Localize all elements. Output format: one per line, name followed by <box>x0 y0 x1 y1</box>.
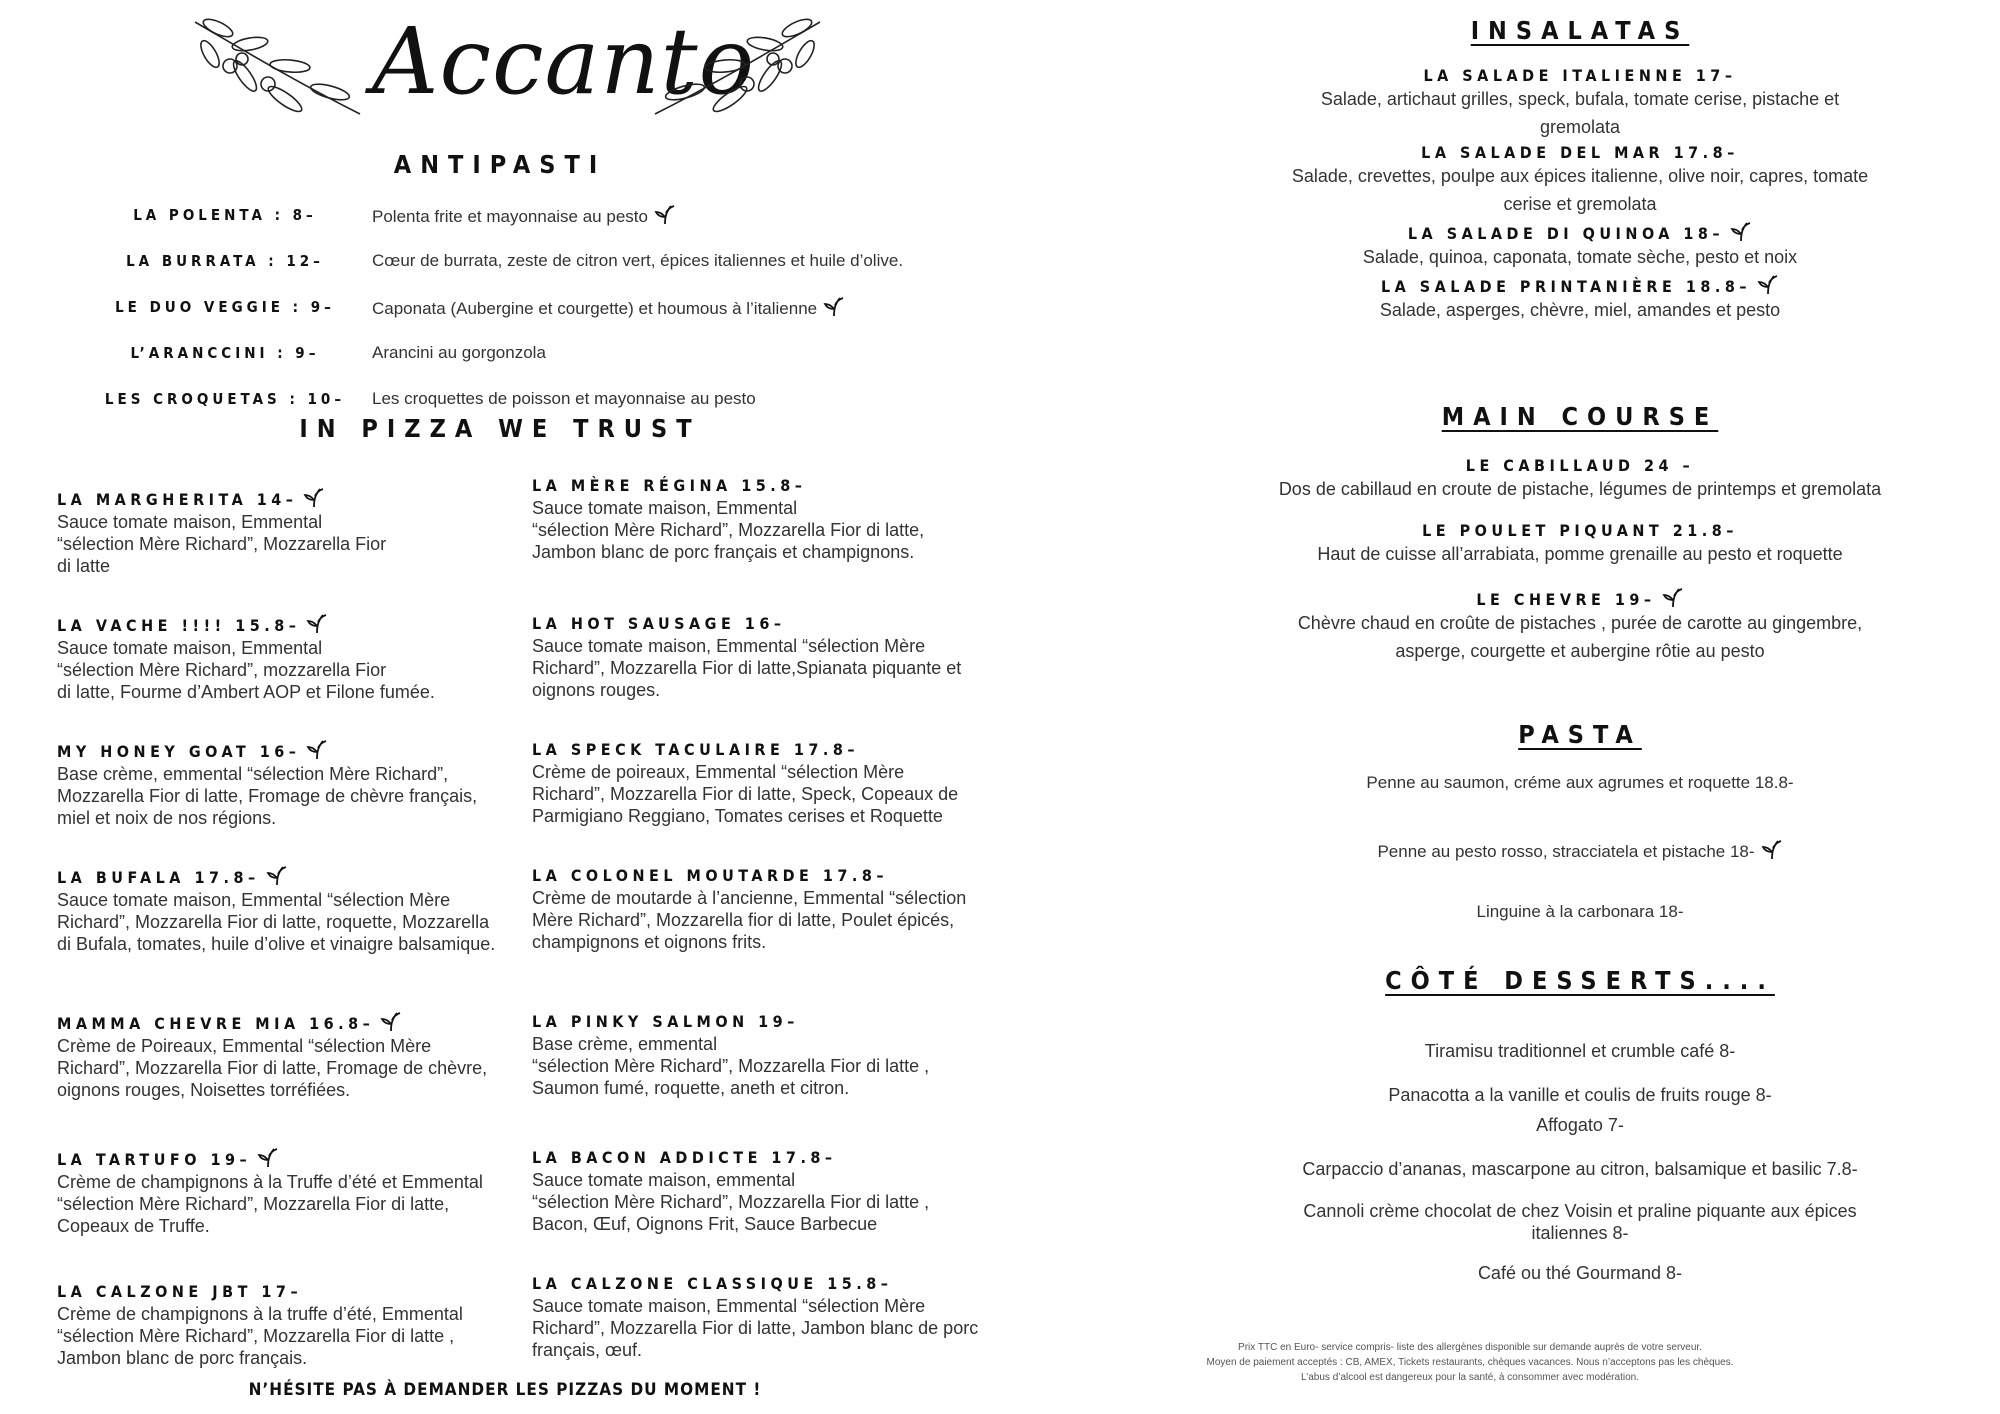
pizza-item-desc <box>57 889 497 955</box>
pizza-item-desc-line: Base crème, emmental <box>532 1034 718 1054</box>
dessert-item: Carpaccio d’ananas, mascarpone au citron, balsamique et basilic 7.8- <box>1302 1159 1858 1179</box>
pizza-item-desc-line: Crème de champignons à la truffe d’été, Emmental <box>57 1304 463 1324</box>
pizza-item-desc-line: Base crème, emmental “sélection Mère Richard”, <box>57 764 449 784</box>
sprout-icon <box>654 203 676 225</box>
pizza-item-name-text: LA COLONEL MOUTARDE 17.8– <box>532 866 889 885</box>
menu-item-name-text: LA SALADE PRINTANIÈRE 18.8– <box>1380 277 1752 296</box>
pizza-item <box>532 1148 992 1235</box>
pizza-item-desc-line: Sauce tomate maison, Emmental <box>57 512 323 532</box>
pizza-item-desc-line: Richard”, Mozzarella Fior di latte, Fromage de chèvre, <box>57 1058 488 1078</box>
pizza-item-desc-line: Jambon blanc de porc français. <box>57 1348 308 1368</box>
pizza-item-desc-line: Crème de poireaux, Emmental “sélection Mère <box>532 762 905 782</box>
pizza-item <box>532 1012 992 1099</box>
sprout-icon <box>1730 220 1752 242</box>
pizza-item-desc-line: “sélection Mère Richard”, Mozzarella Fior di latte , <box>57 1326 455 1346</box>
pizza-item <box>57 738 497 829</box>
pasta-title: PASTA <box>1518 720 1642 749</box>
menu-item <box>1280 143 1880 218</box>
pizza-item-name <box>532 1012 992 1031</box>
pizza-item-name <box>532 476 992 495</box>
menu-item <box>1240 456 1920 503</box>
olive-branch-right-icon <box>650 14 825 119</box>
dessert-item: Panacotta a la vanille et coulis de fruits rouge 8- <box>1388 1085 1772 1105</box>
pizza-item <box>532 1274 992 1361</box>
pizza-item-name <box>57 864 497 887</box>
pizza-item-desc <box>57 1171 497 1237</box>
pizza-item <box>57 486 497 577</box>
pizza-item-desc-line: miel et noix de nos régions. <box>57 808 277 828</box>
antipasti-item <box>90 330 950 376</box>
pizza-item-desc-line: “sélection Mère Richard”, Mozzarella Fior <box>57 534 387 554</box>
pizza-item-desc-line: di latte, Fourme d’Ambert AOP et Filone fumée. <box>57 682 435 702</box>
legal-notice <box>1170 1340 1770 1385</box>
pizza-item-name <box>57 1010 497 1033</box>
restaurant-logo: Accanto <box>372 8 755 115</box>
pizza-item-name-text: LA BUFALA 17.8– <box>57 868 260 887</box>
pizza-item-desc-line: oignons rouges, Noisettes torréfiées. <box>57 1080 351 1100</box>
pizza-item-desc <box>532 635 992 701</box>
menu-item-name <box>1280 273 1880 296</box>
desserts-list <box>1240 1040 1920 1284</box>
pizza-item <box>57 1282 497 1369</box>
antipasti-item-desc: Arancini au gorgonzola <box>372 343 546 362</box>
main-course-list <box>1240 456 1920 683</box>
pizza-item-desc-line: Sauce tomate maison, Emmental “sélection Mère <box>57 890 451 910</box>
pizza-item-desc <box>532 1033 992 1099</box>
antipasti-item-desc: Polenta frite et mayonnaise au pesto <box>372 203 676 227</box>
pizza-item-desc-line: Richard”, Mozzarella Fior di latte, roquette, Mozzarella <box>57 912 490 932</box>
menu-item-name <box>1280 66 1880 85</box>
menu-item <box>1280 66 1880 141</box>
menu-item <box>1240 586 1920 665</box>
menu-item-name-text: LA SALADE DEL MAR 17.8– <box>1421 143 1739 162</box>
menu-item-desc-line: Salade, crevettes, poulpe aux épices italienne, olive noir, capres, tomate <box>1291 166 1869 186</box>
pizza-item-name <box>532 866 992 885</box>
pizza-item-desc-line: Copeaux de Truffe. <box>57 1216 210 1236</box>
pizza-item-desc-line: Saumon fumé, roquette, aneth et citron. <box>532 1078 850 1098</box>
dessert-item: Cannoli crème chocolat de chez Voisin et praline piquante aux épices <box>1303 1201 1857 1221</box>
menu-item-desc-line: gremolata <box>1539 117 1621 137</box>
pizza-item-desc <box>532 887 992 953</box>
pasta-item-text: Linguine à la carbonara 18- <box>1476 902 1684 921</box>
pasta-item-text: Penne au saumon, créme aux agrumes et roquette 18.8- <box>1366 773 1794 792</box>
pizza-item-desc <box>57 1303 497 1369</box>
pizza-item-desc-line: “sélection Mère Richard”, Mozzarella Fior di latte , <box>532 1056 930 1076</box>
pizza-item-desc-line: Sauce tomate maison, emmental <box>532 1170 796 1190</box>
pizza-item-name-text: LA CALZONE CLASSIQUE 15.8– <box>532 1274 893 1293</box>
pizza-item <box>57 612 497 703</box>
antipasti-item-name: LE DUO VEGGIE : 9– <box>115 298 335 316</box>
pizza-item-name-text: LA HOT SAUSAGE 16– <box>532 614 786 633</box>
menu-item-desc <box>1280 243 1880 271</box>
sprout-icon <box>380 1010 402 1032</box>
menu-item <box>1240 521 1920 568</box>
menu-item-name <box>1280 143 1880 162</box>
pizza-item-desc-line: Richard”, Mozzarella Fior di latte,Spianata piquante et <box>532 658 962 678</box>
pizza-item-desc-line: “sélection Mère Richard”, Mozzarella Fior di latte, <box>57 1194 450 1214</box>
menu-item-name <box>1280 220 1880 243</box>
antipasti-item-name: L’ARANCCINI : 9– <box>130 344 320 362</box>
pizza-item-desc-line: “sélection Mère Richard”, Mozzarella Fior di latte, <box>532 520 925 540</box>
sprout-icon <box>1757 273 1779 295</box>
pizza-item-name <box>57 612 497 635</box>
pizza-item-desc-line: Richard”, Mozzarella Fior di latte, Jambon blanc de porc <box>532 1318 979 1338</box>
pizza-item-desc <box>532 1295 992 1361</box>
legal-line: L’abus d’alcool est dangereux pour la santé, à consommer avec modération. <box>1301 1372 1639 1383</box>
menu-item-desc <box>1280 85 1880 141</box>
pizza-item-desc <box>57 1035 497 1101</box>
sprout-icon <box>823 295 845 317</box>
pizza-item-desc-line: Mozzarella Fior di latte, Fromage de chèvre français, <box>57 786 478 806</box>
menu-item-name-text: LE CHEVRE 19– <box>1476 590 1656 609</box>
pasta-item <box>1280 838 1880 863</box>
pizza-item-name <box>532 1274 992 1293</box>
dessert-item: italiennes 8- <box>1531 1223 1629 1243</box>
pizza-item-name <box>532 614 992 633</box>
pizza-item-name <box>57 1146 497 1169</box>
antipasti-item-desc: Les croquettes de poisson et mayonnaise au pesto <box>372 389 756 408</box>
menu-item-desc-line: Salade, asperges, chèvre, miel, amandes et pesto <box>1379 300 1781 320</box>
pizza-item-name-text: LA CALZONE JBT 17– <box>57 1282 303 1301</box>
pizza-item-desc-line: “sélection Mère Richard”, Mozzarella Fior di latte , <box>532 1192 930 1212</box>
pizza-item-name-text: LA BACON ADDICTE 17.8– <box>532 1148 837 1167</box>
pizza-item-desc-line: Crème de Poireaux, Emmental “sélection Mère <box>57 1036 432 1056</box>
pizza-item-desc-line: français, œuf. <box>532 1340 643 1360</box>
sprout-icon <box>266 864 288 886</box>
pizza-item-name <box>57 738 497 761</box>
menu-item <box>1280 273 1880 324</box>
antipasti-title: ANTIPASTI <box>393 150 607 179</box>
pizza-item-desc-line: di latte <box>57 556 111 576</box>
pizza-item-name-text: LA TARTUFO 19– <box>57 1150 252 1169</box>
pizza-item <box>532 614 992 701</box>
menu-item-desc-line: Salade, quinoa, caponata, tomate sèche, pesto et noix <box>1362 247 1798 267</box>
menu-item-desc-line: Dos de cabillaud en croute de pistache, légumes de printemps et gremolata <box>1278 479 1882 499</box>
insalatas-list <box>1280 66 1880 326</box>
pizza-item-desc-line: di Bufala, tomates, huile d’olive et vinaigre balsamique. <box>57 934 496 954</box>
pizza-item <box>57 1146 497 1237</box>
menu-item-name-text: LE CABILLAUD 24 – <box>1465 456 1695 475</box>
pizza-item-desc-line: Bacon, Œuf, Oignons Frit, Sauce Barbecue <box>532 1214 878 1234</box>
pasta-item-text: Penne au pesto rosso, stracciatela et pistache 18- <box>1377 842 1755 861</box>
pizza-item-desc-line: Sauce tomate maison, Emmental <box>532 498 798 518</box>
pizza-item-desc-line: Richard”, Mozzarella Fior di latte, Speck, Copeaux de <box>532 784 959 804</box>
pasta-item <box>1280 901 1880 923</box>
sprout-icon <box>257 1146 279 1168</box>
dessert-item: Café ou thé Gourmand 8- <box>1477 1263 1683 1283</box>
pizza-item-desc-line: Sauce tomate maison, Emmental <box>57 638 323 658</box>
pasta-item <box>1280 772 1880 794</box>
legal-line: Prix TTC en Euro- service compris- liste des allergènes disponible sur demande auprès de votre serveur. <box>1238 1342 1702 1353</box>
legal-line: Moyen de paiement acceptés : CB, AMEX, Tickets restaurants, chèques vacances. Nous n’acceptons pas les chèques. <box>1206 1357 1734 1368</box>
pizza-item-name-text: MY HONEY GOAT 16– <box>57 742 301 761</box>
menu-item-name-text: LE POULET PIQUANT 21.8– <box>1422 521 1738 540</box>
antipasti-item-name: LA POLENTA : 8– <box>133 206 317 224</box>
menu-item-desc <box>1280 296 1880 324</box>
pizza-item-name-text: LA MÈRE RÉGINA 15.8– <box>532 476 807 495</box>
pizza-item-desc-line: “sélection Mère Richard”, mozzarella Fior <box>57 660 387 680</box>
pizza-item-name-text: LA SPECK TACULAIRE 17.8– <box>532 740 860 759</box>
sprout-icon <box>1662 586 1684 608</box>
pizza-item-desc-line: Parmigiano Reggiano, Tomates cerises et Roquette <box>532 806 943 826</box>
antipasti-item <box>90 192 950 238</box>
menu-item <box>1280 220 1880 271</box>
pizza-item-desc <box>57 511 497 577</box>
menu-item-desc <box>1240 609 1920 665</box>
pizza-footer-note: N’HÉSITE PAS À DEMANDER LES PIZZAS DU MOMENT ! <box>248 1380 762 1400</box>
pizza-item-desc-line: Jambon blanc de porc français et champignons. <box>532 542 915 562</box>
pizza-item-name <box>532 740 992 759</box>
insalatas-title: INSALATAS <box>1470 16 1690 45</box>
antipasti-list <box>90 192 950 422</box>
antipasti-item-desc: Caponata (Aubergine et courgette) et houmous à l’italienne <box>372 295 845 319</box>
menu-item-desc-line: Salade, artichaut grilles, speck, bufala, tomate cerise, pistache et <box>1320 89 1840 109</box>
sprout-icon <box>1761 838 1783 860</box>
pasta-list <box>1280 772 1880 923</box>
pizza-item <box>532 866 992 953</box>
pizza-item-name-text: MAMMA CHEVRE MIA 16.8– <box>57 1014 375 1033</box>
olive-branch-left-icon <box>190 14 365 119</box>
menu-item-name-text: LA SALADE DI QUINOA 18– <box>1407 224 1725 243</box>
menu-item-name <box>1240 521 1920 540</box>
antipasti-item-name: LA BURRATA : 12– <box>126 252 324 270</box>
main-course-title: MAIN COURSE <box>1441 402 1719 431</box>
pizza-item-name <box>57 486 497 509</box>
menu-item-desc-line: Chèvre chaud en croûte de pistaches , purée de carotte au gingembre, <box>1297 613 1863 633</box>
pizza-item-name-text: LA VACHE !!!! 15.8– <box>57 616 301 635</box>
menu-item-name <box>1240 586 1920 609</box>
pizza-item-name-text: LA MARGHERITA 14– <box>57 490 298 509</box>
pizza-item-desc-line: Sauce tomate maison, Emmental “sélection Mère <box>532 1296 926 1316</box>
desserts-title: CÔTÉ DESSERTS.... <box>1385 966 1775 995</box>
pizza-item-desc-line: Crème de moutarde à l’ancienne, Emmental “sélection <box>532 888 967 908</box>
pizza-item <box>532 740 992 827</box>
sprout-icon <box>306 612 328 634</box>
menu-item-name-text: LA SALADE ITALIENNE 17– <box>1423 66 1737 85</box>
pizza-item-desc <box>532 761 992 827</box>
menu-item-name <box>1240 456 1920 475</box>
menu-item-desc-line: asperge, courgette et aubergine rôtie au pesto <box>1395 641 1765 661</box>
sprout-icon <box>306 738 328 760</box>
antipasti-item-name: LES CROQUETAS : 10– <box>104 390 346 408</box>
sprout-icon <box>303 486 325 508</box>
pizza-item-name <box>532 1148 992 1167</box>
pizza-item-desc-line: Crème de champignons à la Truffe d’été et Emmental <box>57 1172 483 1192</box>
pizza-item <box>532 476 992 563</box>
pizza-item-desc-line: Mère Richard”, Mozzarella fior di latte, Poulet épicés, <box>532 910 955 930</box>
menu-item-desc-line: Haut de cuisse all’arrabiata, pomme grenaille au pesto et roquette <box>1317 544 1843 564</box>
pizza-item-desc <box>57 637 497 703</box>
menu-item-desc-line: cerise et gremolata <box>1503 194 1657 214</box>
pizza-item-desc <box>532 1169 992 1235</box>
pizza-item <box>57 1010 497 1101</box>
antipasti-item-desc: Cœur de burrata, zeste de citron vert, épices italiennes et huile d’olive. <box>372 251 904 270</box>
menu-item-desc <box>1280 162 1880 218</box>
menu-item-desc <box>1240 540 1920 568</box>
pizza-item-desc-line: Sauce tomate maison, Emmental “sélection Mère <box>532 636 926 656</box>
dessert-item: Affogato 7- <box>1536 1115 1624 1135</box>
pizza-item-name-text: LA PINKY SALMON 19– <box>532 1012 799 1031</box>
pizza-item <box>57 864 497 955</box>
menu-item-desc <box>1240 475 1920 503</box>
antipasti-item <box>90 238 950 284</box>
pizza-item-desc <box>57 763 497 829</box>
pizza-item-desc-line: champignons et oignons frits. <box>532 932 767 952</box>
pizza-item-name <box>57 1282 497 1301</box>
dessert-item: Tiramisu traditionnel et crumble café 8- <box>1424 1041 1736 1061</box>
pizza-item-desc <box>532 497 992 563</box>
pizza-title: IN PIZZA WE TRUST <box>299 414 701 443</box>
antipasti-item <box>90 284 950 330</box>
pizza-item-desc-line: oignons rouges. <box>532 680 661 700</box>
